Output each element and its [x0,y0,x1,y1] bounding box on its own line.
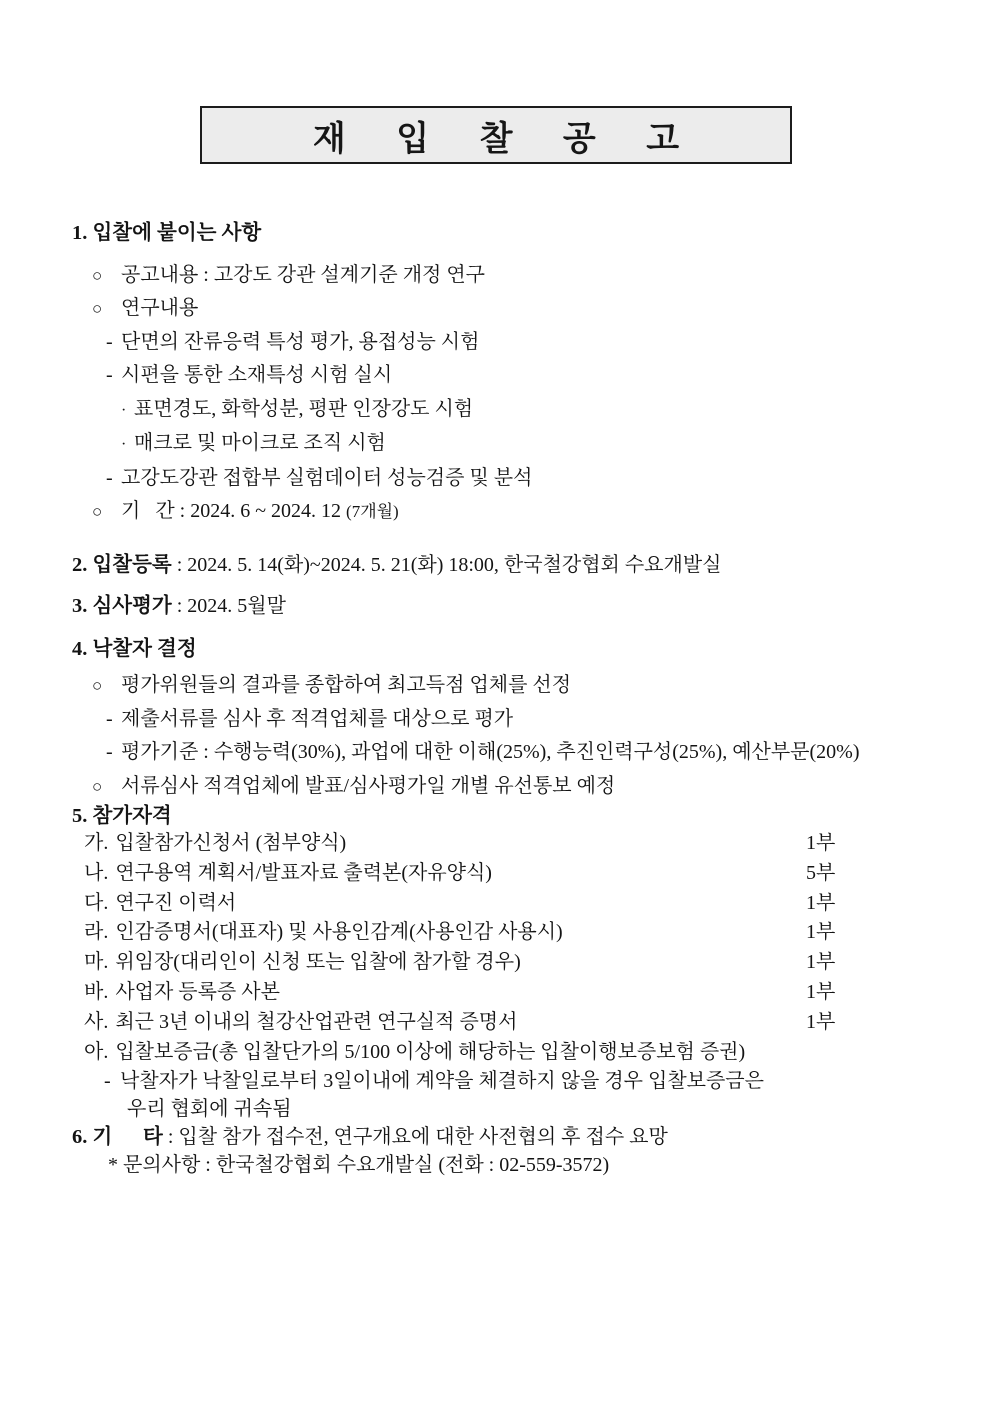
circle-bullet-icon: ○ [92,676,103,695]
item-text: 단면의 잔류응력 특성 평가, 용접성능 시험 [121,330,480,353]
row-text: 사업자 등록증 사본 [115,980,280,1003]
contact-info: * 문의사항 : 한국철강협회 수요개발실 (전화 : 02-559-3572) [108,1154,610,1177]
section-2-heading: 2. 입찰등록 [72,553,172,576]
section-6-heading: 6. 기 타 [72,1126,163,1149]
requirement-row [0,948,992,978]
circle-bullet-icon: ○ [92,776,103,796]
row-text: 입찰보증금(총 입찰단가의 5/100 이상에 해당하는 입찰이행보증보험 증권) [115,1040,746,1063]
section-3-line [0,590,992,624]
section-5-heading: 5. 참가자격 [72,805,172,827]
section-1-heading: 1. 입찰에 붙이는 사항 [72,222,262,244]
requirement-row [0,978,992,1008]
section-2-text: : 2024. 5. 14(화)~2024. 5. 21(화) 18:00, 한국철강협회 수요개발실 [171,553,722,576]
item-text: 평가기준 : 수행능력(30%), 과업에 대한 이해(25%), 추진인력구성(25%), 예산부문(20%) [121,741,860,763]
requirement-row [0,829,992,859]
list-item [0,427,992,462]
copy-count: 1부 [806,1010,836,1033]
section-4-heading: 4. 낙찰자 결정 [72,637,197,660]
list-item-period [0,495,992,529]
dash-bullet-icon: - [104,1070,111,1093]
list-item [0,393,992,428]
period-duration: (7개월) [346,502,399,521]
requirement-row [0,859,992,889]
circle-bullet-icon: ○ [92,299,103,318]
row-label: 아. [84,1040,109,1063]
deposit-note [0,1067,992,1095]
row-label: 마. [84,951,109,974]
list-item [0,703,992,737]
item-text: 기 간 : 2024. 6 ~ 2024. 12 [121,500,347,522]
item-text: 서류심사 적격업체에 발표/심사평가일 개별 유선통보 예정 [121,774,616,797]
item-text: 매크로 및 마이크로 조직 시험 [134,432,386,454]
row-text: 연구진 이력서 [115,891,237,914]
item-text: 고강도강관 접합부 실험데이터 성능검증 및 분석 [121,466,533,489]
list-item [0,770,992,804]
list-item [0,669,992,703]
item-text: 시편을 통한 소재특성 시험 실시 [121,364,393,386]
list-item [0,292,992,326]
row-text: 입찰참가신청서 (첨부양식) [115,832,347,854]
document-title: 재 입 찰 공 고 [312,120,701,158]
requirement-row [0,889,992,919]
note-text: 낙찰자가 낙찰일로부터 3일이내에 계약을 체결하지 않을 경우 입찰보증금은 [120,1070,764,1093]
section-3-heading: 3. 심사평가 [72,595,172,617]
row-label: 나. [84,861,109,884]
copy-count: 1부 [806,921,836,944]
section-2-line [0,549,992,583]
list-item [0,259,992,293]
section-6-line [0,1123,992,1151]
dash-bullet-icon: - [106,364,113,386]
item-text: 평가위원들의 결과를 종합하여 최고득점 업체를 선정 [121,674,572,696]
list-item [0,736,992,770]
row-label: 사. [84,1010,109,1033]
row-label: 바. [84,980,109,1003]
dash-bullet-icon: - [106,466,113,489]
list-item [0,462,992,496]
row-label: 다. [84,891,109,914]
section-1-body [0,259,992,529]
copy-count: 1부 [806,832,836,854]
requirement-row [0,1038,992,1068]
section-3-text: : 2024. 5월말 [171,595,286,617]
dash-bullet-icon: - [106,741,113,763]
dot-bullet-icon: · [121,401,127,419]
copy-count: 5부 [806,861,836,884]
row-label: 라. [84,921,109,944]
deposit-note-continued: 우리 협회에 귀속됨 [127,1098,292,1121]
item-text: 공고내용 : 고강도 강관 설계기준 개정 연구 [121,263,485,286]
item-text: 연구내용 [121,297,199,319]
circle-bullet-icon: ○ [92,502,103,521]
dash-bullet-icon: - [106,707,113,730]
document-title-box [200,106,792,164]
item-text: 표면경도, 화학성분, 평판 인장강도 시험 [134,397,474,420]
copy-count: 1부 [806,980,836,1003]
dot-bullet-icon: · [121,436,127,453]
row-text: 최근 3년 이내의 철강산업관련 연구실적 증명서 [115,1010,518,1033]
row-text: 인감증명서(대표자) 및 사용인감계(사용인감 사용시) [115,921,563,944]
section-6-text: : 입찰 참가 접수전, 연구개요에 대한 사전협의 후 접수 요망 [162,1126,668,1149]
copy-count: 1부 [806,891,836,914]
list-item [0,326,992,360]
circle-bullet-icon: ○ [92,265,103,285]
section-4-body [0,669,992,803]
dash-bullet-icon: - [106,330,113,353]
list-item [0,359,992,393]
row-text: 연구용역 계획서/발표자료 출력본(자유양식) [115,861,492,884]
copy-count: 1부 [806,951,836,974]
row-label: 가. [84,832,109,854]
section-5-body [0,829,992,1123]
item-text: 제출서류를 심사 후 적격업체를 대상으로 평가 [121,707,514,730]
row-text: 위임장(대리인이 신청 또는 입찰에 참가할 경우) [115,951,521,974]
requirement-row [0,1008,992,1038]
requirement-row [0,918,992,948]
